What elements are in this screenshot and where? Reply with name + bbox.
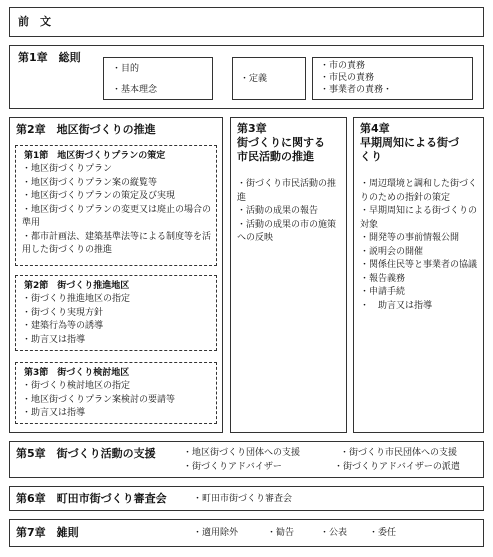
chapter-4-item: ・早期周知による街づくりの対象 [360, 206, 478, 230]
chapter-5-item: ・街づくりアドバイザーの派遣 [334, 462, 460, 472]
chapter-7-item: ・公表 [320, 528, 348, 538]
chapter-7-item: ・勧告 [267, 528, 295, 538]
chapter-4-title-line: 早期周知による街づ [360, 136, 459, 149]
chapter-4-title-line: 第4章 [360, 122, 390, 135]
chapter-2-title: 第2章 地区街づくりの推進 [16, 123, 156, 136]
section-3-item: ・地区街づくりプラン案検討の要請等 [22, 394, 176, 405]
chapter-3-title-line: 第3章 [237, 122, 267, 135]
chapter-5-item: ・地区街づくり団体への支援 [183, 448, 301, 458]
chapter-2-section-3 [15, 362, 217, 424]
section-3-list [22, 380, 212, 421]
section-3-title: 第3節 街づくり検討地区 [24, 368, 130, 378]
section-3-item: ・助言又は指導 [22, 408, 86, 418]
chapter-4-item: ・開発等の事前情報公開 [360, 233, 460, 243]
chapter-6-item: ・町田市街づくり審査会 [193, 494, 293, 504]
chapter-3-title-line: 街づくりに関する [237, 136, 325, 149]
section-3-item: ・街づくり検討地区の指定 [22, 381, 131, 391]
section-2-list [22, 293, 212, 347]
chapter-1-item-purpose: ・目的 [112, 64, 140, 74]
chapter-4-item: ・説明会の開催 [360, 246, 424, 257]
preamble-box [9, 7, 484, 37]
section-1-title: 第1節 地区街づくりプランの策定 [24, 151, 166, 161]
section-2-item: ・街づくり実現方針 [22, 307, 104, 318]
chapter-1-purpose-box [103, 57, 213, 100]
section-1-item: ・地区街づくりプランの変更又は廃止の場合の準用 [22, 204, 212, 228]
chapter-2-box [9, 117, 223, 433]
section-2-item: ・助言又は指導 [22, 334, 86, 345]
chapter-3-item: ・街づくり市民活動の推進 [237, 179, 337, 203]
chapter-6-box [9, 486, 484, 511]
chapter-2-section-1 [15, 145, 217, 266]
chapter-1-item-city-duty: ・市の責務 [320, 61, 366, 71]
chapter-4-title [360, 122, 459, 164]
chapter-3-list [237, 178, 341, 246]
chapter-4-box [353, 117, 484, 433]
section-2-title: 第2節 街づくり推進地区 [24, 281, 130, 291]
section-1-item: ・都市計画法、建築基準法等による制度等を活用した街づくりの推進 [22, 231, 212, 255]
chapter-4-item: ・報告義務 [360, 273, 406, 284]
section-1-item: ・地区街づくりプランの策定及び実現 [22, 191, 176, 201]
chapter-1-item-business-duty: ・事業者の責務・ [320, 85, 393, 95]
section-1-list [22, 163, 212, 258]
chapter-4-item: ・関係住民等と事業者の協議 [360, 260, 478, 270]
chapter-4-item: ・ 助言又は指導 [360, 300, 433, 311]
preamble-title: 前 文 [18, 15, 51, 28]
chapter-3-item: ・活動の成果の報告 [237, 206, 319, 216]
chapter-6-title: 第6章 町田市街づくり審査会 [16, 492, 167, 505]
chapter-3-box [230, 117, 347, 433]
chapter-1-item-principle: ・基本理念 [112, 85, 158, 95]
section-2-item: ・街づくり推進地区の指定 [22, 294, 131, 304]
chapter-2-section-2 [15, 275, 217, 351]
chapter-3-title [237, 122, 325, 164]
chapter-5-title: 第5章 街づくり活動の支援 [16, 447, 156, 460]
chapter-1-box [9, 45, 484, 109]
chapter-7-item: ・適用除外 [193, 528, 239, 538]
section-1-item: ・地区街づくりプラン [22, 164, 113, 174]
chapter-1-item-citizen-duty: ・市民の責務 [320, 73, 375, 83]
chapter-3-title-line: 市民活動の推進 [237, 150, 314, 163]
chapter-4-list [360, 178, 478, 313]
chapter-4-item: ・周辺環境と調和した街づくりのための指針の策定 [360, 179, 478, 203]
chapter-1-item-definition: ・定義 [240, 74, 268, 84]
chapter-3-item: ・活動の成果の市の施策への反映 [237, 219, 337, 243]
chapter-4-item: ・申請手続 [360, 287, 406, 297]
section-2-item: ・建築行為等の誘導 [22, 321, 104, 331]
chapter-7-item: ・委任 [369, 528, 397, 538]
chapter-1-title: 第1章 総則 [18, 51, 81, 64]
chapter-1-duties-box [312, 57, 473, 100]
chapter-5-item: ・街づくりアドバイザー [183, 462, 282, 472]
section-1-item: ・地区街づくりプラン案の縦覧等 [22, 177, 158, 188]
chapter-1-definition-box [232, 57, 306, 100]
chapter-7-title: 第7章 雑則 [16, 526, 79, 539]
chapter-7-box [9, 519, 484, 547]
chapter-5-item: ・街づくり市民団体への支援 [340, 448, 458, 458]
chapter-5-box [9, 441, 484, 478]
chapter-4-title-line: くり [360, 150, 382, 163]
